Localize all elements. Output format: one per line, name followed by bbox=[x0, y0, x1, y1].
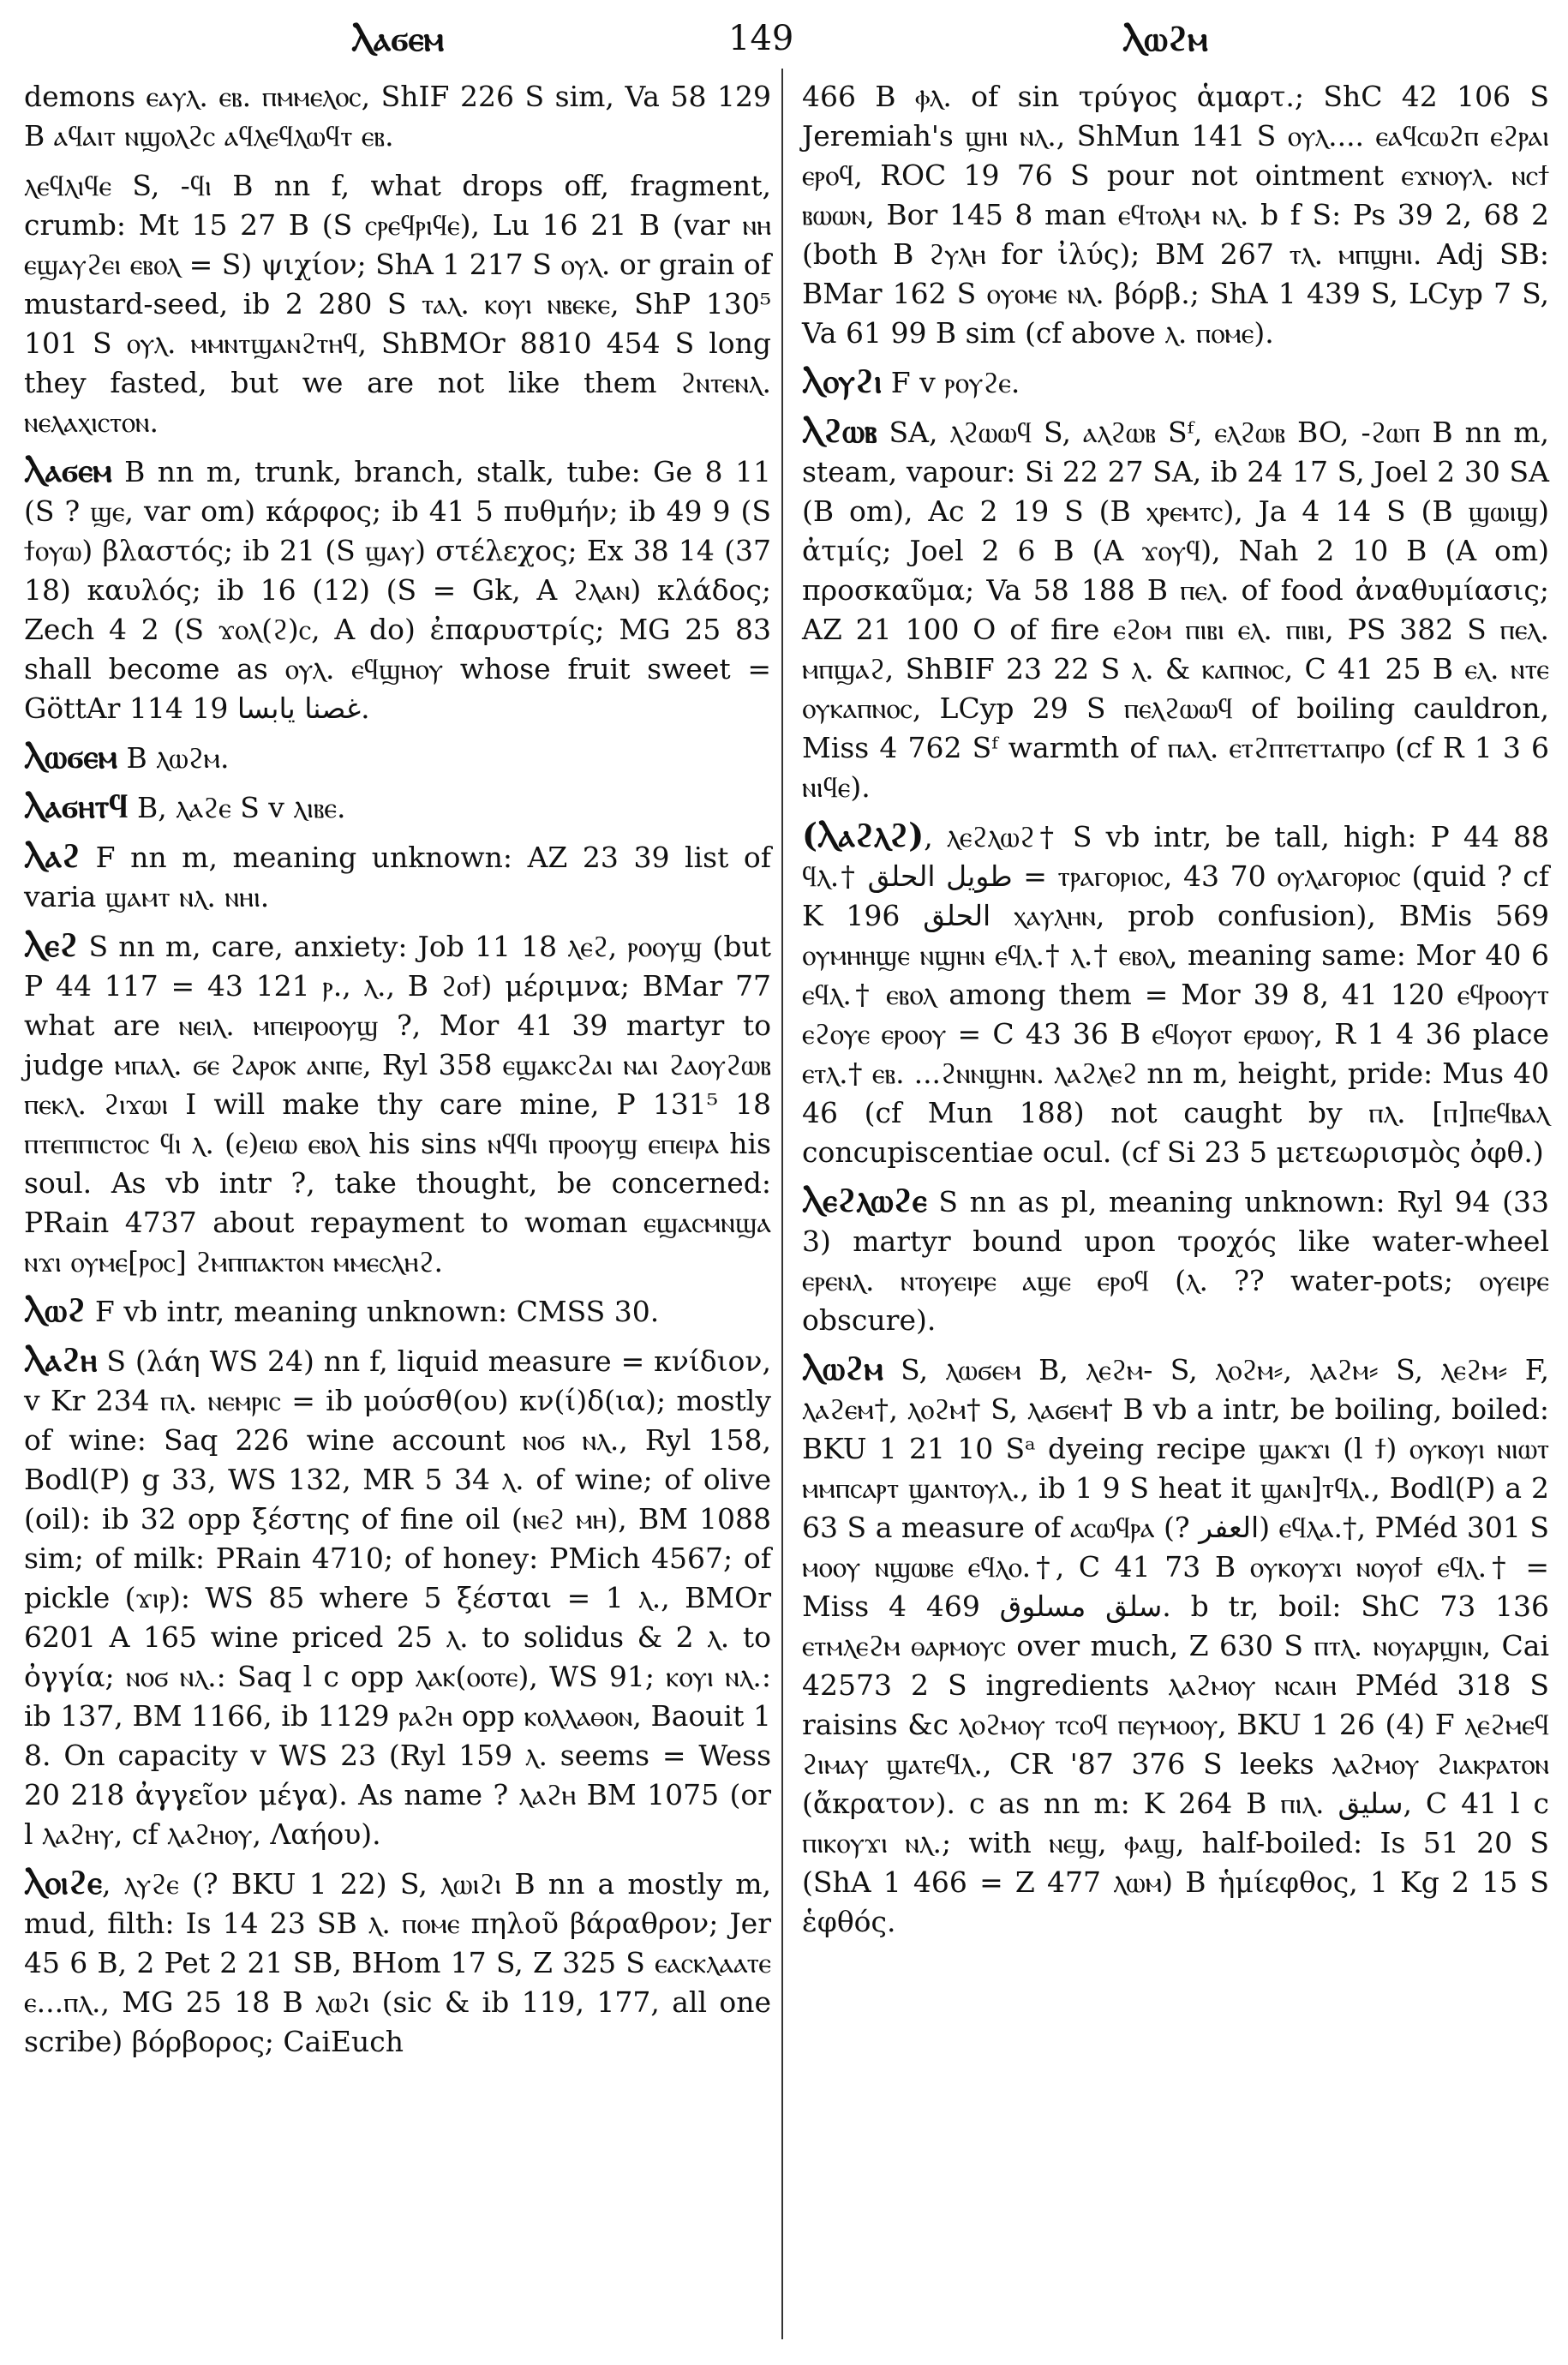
entry-text: F v ⲣⲟⲩϩⲉ. bbox=[890, 366, 1020, 399]
entry-text: B ⲗⲱϩⲙ. bbox=[126, 741, 230, 775]
right-column bbox=[802, 75, 1549, 1950]
entry-text: SA, ⲗϩⲱⲱϥ S, ⲁⲗϩⲱⲃ Sᶠ, ⲉⲗϩⲱⲃ BO, -ϩⲱⲡ B nn m, steam, vapour: Si 22 27 SA, ib 24 17 S, Joel 2 30 SA (B om), Ac 2 19 S (B ⲭⲣⲉⲙⲧⲥ), Ja 4 14 S (B ϣⲱⲓϣ) ἀτμίς; Joel 2 6 B (A ϫⲟⲩϥ), Nah 2 10 B (A om) προσκαῦμα; Va 58 188 B ⲡⲉⲗ. of food ἀναθυμίασις; AZ 21 100 O of fire ⲉϩⲟⲙ ⲡⲓⲃⲓ ⲉⲗ. ⲡⲓⲃⲓ, PS 382 S ⲡⲉⲗ. ⲙⲡϣⲁϩ, ShBIF 23 22 S ⲗ. & ⲕⲁⲡⲛⲟⲥ, C 41 25 B ⲉⲗ. ⲛⲧⲉ ⲟⲩⲕⲁⲡⲛⲟⲥ, LCyp 29 S ⲡⲉⲗϩⲱⲱϥ of boiling cauldron, Miss 4 762 Sᶠ warmth of ⲡⲁⲗ. ⲉⲧϩⲡⲧⲉⲧⲧⲁⲡⲣⲟ (cf R 1 3 6 ⲛⲓϥⲉ). bbox=[802, 416, 1549, 804]
dictionary-entry bbox=[24, 1863, 771, 2062]
entry-text: F vb intr, meaning unknown: CMSS 30. bbox=[94, 1295, 660, 1328]
entry-text: demons ⲉⲁⲩⲗ. ⲉⲃ. ⲡⲙⲙⲉⲗⲟⲥ, ShIF 226 S sim, Va 58 129 B ⲁϥⲁⲓⲧ ⲛϣⲟⲗϩⲥ ⲁϥⲗⲉϥⲗⲱϥⲧ ⲉⲃ. bbox=[24, 80, 771, 153]
dictionary-entry bbox=[24, 75, 771, 156]
running-head-left: Ⲗⲁϭⲉⲙ bbox=[351, 19, 445, 59]
entry-text: ⲗⲉϥⲗⲓϥⲉ S, -ϥⲓ B nn f, what drops off, fragment, crumb: Mt 15 27 B (S ⲥⲣⲉϥⲣⲓϥⲉ), Lu 16 21 B (var ⲛⲏ ⲉϣⲁⲩϩⲉⲓ ⲉⲃⲟⲗ = S) ψιχίον; ShA 1 217 S ⲟⲩⲗ. or grain of mustard-seed, ib 2 280 S ⲧⲁⲗ. ⲕⲟⲩⲓ ⲛⲃⲉⲕⲉ, ShP 130⁵ 101 S ⲟⲩⲗ. ⲙⲙⲛⲧϣⲁⲛϩⲧⲏϥ, ShBMOr 8810 454 S long they fasted, but we are not like them ϩⲛⲧⲉⲛⲗ. ⲛⲉⲗⲁⲭⲓⲥⲧⲟⲛ. bbox=[24, 169, 771, 439]
entry-text: S nn as pl, meaning unknown: Ryl 94 (33 3) martyr bound upon τροχός like water-wheel ⲉⲣⲉⲛⲗ. ⲛⲧⲟⲩⲉⲓⲣⲉ ⲁϣⲉ ⲉⲣⲟϥ (ⲗ. ?? water-pots; ⲟⲩⲉⲓⲣⲉ obscure). bbox=[802, 1185, 1549, 1337]
dictionary-entry bbox=[24, 1340, 771, 1854]
dictionary-entry bbox=[802, 411, 1549, 807]
entry-text: B, ⲗⲁϩⲉ S v ⲗⲓⲃⲉ. bbox=[136, 791, 346, 824]
dictionary-entry bbox=[802, 816, 1549, 1172]
entry-headword: Ⲗⲁϭⲉⲙ bbox=[24, 451, 112, 489]
entry-headword: Ⲗⲱϩ bbox=[24, 1290, 87, 1329]
entry-headword: Ⲗⲉϩⲗⲱϩⲉ bbox=[802, 1181, 927, 1219]
entry-text: S nn m, care, anxiety: Job 11 18 ⲗⲉϩ, ⲣⲟⲟⲩϣ (but P 44 117 = 43 121 ⲣ., ⲗ., B ϩⲟϯ) μέριμνα; BMar 77 what are ⲛⲉⲓⲗ. ⲙⲡⲉⲓⲣⲟⲟⲩϣ ?, Mor 41 39 martyr to judge ⲙⲡⲁⲗ. ϭⲉ ϩⲁⲣⲟⲕ ⲁⲛⲡⲉ, Ryl 358 ⲉϣⲁⲕⲥϩⲁⲓ ⲛⲁⲓ ϩⲁⲟⲩϩⲱⲃ ⲡⲉⲕⲗ. ϩⲓϫⲱⲓ I will make thy care mine, P 131⁵ 18 ⲡⲧⲉⲡⲡⲓⲥⲧⲟⲥ ϥⲓ ⲗ. (ⲉ)ⲉⲓⲱ ⲉⲃⲟⲗ his sins ⲛϥϥⲓ ⲡⲣⲟⲟⲩϣ ⲉⲡⲉⲓⲣⲁ his soul. As vb intr ?, take thought, be concerned: PRain 4737 about repayment to woman ⲉϣⲁⲥⲙⲛϣⲁ ⲛϫⲓ ⲟⲩⲙⲉ[ⲣⲟⲥ] ϩⲙⲡⲡⲁⲕⲧⲟⲛ ⲙⲙⲉⲥⲗⲏϩ. bbox=[24, 930, 771, 1278]
dictionary-entry bbox=[24, 165, 771, 442]
entry-headword: Ⲗⲱϩⲙ bbox=[802, 1349, 883, 1387]
dictionary-entry bbox=[802, 1181, 1549, 1340]
left-column bbox=[24, 75, 771, 2070]
dictionary-entry bbox=[24, 737, 771, 778]
entry-text: , ⲗⲩϩⲉ (? BKU 1 22) S, ⲗⲱⲓϩⲓ B nn a mostly m, mud, filth: Is 14 23 SB ⲗ. ⲡⲟⲙⲉ πηλοῦ βάραθρον; Jer 45 6 B, 2 Pet 2 21 SB, BHom 17 S, Z 325 S ⲉⲁⲥⲕⲗⲁⲁⲧⲉ ⲉ...ⲡⲗ., MG 25 18 B ⲗⲱϩⲓ (sic & ib 119, 177, all one scribe) βόρβορος; CaiEuch bbox=[24, 1867, 771, 2058]
dictionary-entry bbox=[802, 75, 1549, 353]
entry-headword: Ⲗⲉϩ bbox=[24, 925, 79, 964]
entry-text: F nn m, meaning unknown: AZ 23 39 list of varia ϣⲁⲙⲧ ⲛⲗ. ⲛⲏⲓ. bbox=[24, 841, 771, 913]
running-head-right: Ⲗⲱϩⲙ bbox=[1122, 19, 1208, 59]
entry-text: , ⲗⲉϩⲗⲱϩ† S vb intr, be tall, high: P 44 88 ϥⲗ.† طويل الحلق = ⲧⲣⲁⲅⲟⲣⲓⲟⲥ, 43 70 ⲟⲩⲗⲁⲅⲟⲣⲓⲟⲥ (quid ? cf K 196 الحلق ⲭⲁⲩⲗⲏⲛ, prob confusion), BMis 569 ⲟⲩⲙⲏⲏϣⲉ ⲛϣⲏⲛ ⲉϥⲗ.† ⲗ.† ⲉⲃⲟⲗ, meaning same: Mor 40 6 ⲉϥⲗ.† ⲉⲃⲟⲗ among them = Mor 39 8, 41 120 ⲉϥⲣⲟⲟⲩⲧ ⲉϩⲟⲩⲉ ⲉⲣⲟⲟⲩ = C 43 36 B ⲉϥⲟⲩⲟⲧ ⲉⲣⲱⲟⲩ, R 1 4 36 place ⲉⲧⲗ.† ⲉⲃ. ...ϩⲛⲛϣⲏⲛ. ⲗⲁϩⲗⲉϩ nn m, height, pride: Mus 40 46 (cf Mun 188) not caught by ⲡⲗ. [ⲡ]ⲡⲉϥⲃⲁⲗ concupiscentiae ocul. (cf Si 23 5 μετεωρισμὸς ὀφθ.) bbox=[802, 820, 1549, 1169]
dictionary-entry bbox=[24, 787, 771, 828]
entry-headword: Ⲗⲁϩ bbox=[24, 836, 81, 875]
dictionary-entry bbox=[24, 836, 771, 917]
entry-text: S, ⲗⲱϭⲉⲙ B, ⲗⲉϩⲙ- S, ⲗⲟϩⲙ⸗, ⲗⲁϩⲙ⸗ S, ⲗⲉϩⲙ⸗ F, ⲗⲁϩⲉⲙ†, ⲗⲟϩⲙ† S, ⲗⲁϭⲉⲙ† B vb a intr, be boiling, boiled: BKU 1 21 10 Sᵃ dyeing recipe ϣⲁⲕϫⲓ (l ϯ) ⲟⲩⲕⲟⲩⲓ ⲛⲓⲱⲧ ⲙⲙⲡⲥⲁⲣⲧ ϣⲁⲛⲧⲟⲩⲗ., ib 1 9 S heat it ϣⲁⲛ]ⲧϥⲗ., Bodl(P) a 2 63 S a measure of ⲁⲥⲱϥⲣⲁ (? العفر) ⲉϥⲗⲁ.†, PMéd 301 S ⲙⲟⲟⲩ ⲛϣⲱⲃⲉ ⲉϥⲗⲟ.†, C 41 73 B ⲟⲩⲕⲟⲩϫⲓ ⲛⲟⲩⲟϯ ⲉϥⲗ.† = Miss 4 469 سلق مسلوق. b tr, boil: ShC 73 136 ⲉⲧⲙⲗⲉϩⲙ ⲑⲁⲣⲙⲟⲩⲥ over much, Z 630 S ⲡⲧⲗ. ⲛⲟⲩⲁⲣϣⲓⲛ, Cai 42573 2 S ingredients ⲗⲁϩⲙⲟⲩ ⲛⲥⲁⲓⲏ PMéd 318 S raisins &c ⲗⲟϩⲙⲟⲩ ⲧⲥⲟϥ ⲡⲉⲩⲙⲟⲟⲩ, BKU 1 26 (4) F ⲗⲉϩⲙⲉϥ ϩⲓⲙⲁⲩ ϣⲁⲧⲉϥⲗ., CR '87 376 S leeks ⲗⲁϩⲙⲟⲩ ϩⲓⲁⲕⲣⲁⲧⲟⲛ (ἄκρατον). c as nn m: K 264 B ⲡⲓⲗ. سليق, C 41 l c ⲡⲓⲕⲟⲩϫⲓ ⲛⲗ.; with ⲛⲉϣ, ⲫⲁϣ, half-boiled: Is 51 20 S (ShA 1 466 = Z 477 ⲗⲱⲙ) B ἡμίεφθος, 1 Kg 2 15 S ἑφθός. bbox=[802, 1353, 1549, 1938]
entry-headword: Ⲗϩⲱⲃ bbox=[802, 411, 877, 450]
dictionary-entry bbox=[802, 362, 1549, 403]
entry-headword: Ⲗⲱϭⲉⲙ bbox=[24, 737, 117, 775]
column-divider bbox=[781, 69, 783, 2339]
dictionary-entry bbox=[24, 451, 771, 728]
entry-text: S (λάη WS 24) nn f, liquid measure = κνίδιον, v Kr 234 ⲡⲗ. ⲛⲉⲙⲣⲓⲥ = ib μούσθ(ου) κν(ί)δ(ια); mostly of wine: Saq 226 wine account ⲛⲟϭ ⲛⲗ., Ryl 158, Bodl(P) g 33, WS 132, MR 5 34 ⲗ. of wine; of olive (oil): ib 32 opp ξέστης of fine oil (ⲛⲉϩ ⲙⲏ), BM 1088 sim; of milk: PRain 4710; of honey: PMich 4567; of pickle (ϫⲓⲣ): WS 85 where 5 ξέσται = 1 ⲗ., BMOr 6201 A 165 wine priced 25 ⲗ. to solidus & 2 ⲗ. to ὀγγία; ⲛⲟϭ ⲛⲗ.: Saq l c opp ⲗⲁⲕ(ⲟⲟⲧⲉ), WS 91; ⲕⲟⲩⲓ ⲛⲗ.: ib 137, BM 1166, ib 1129 ⲣⲁϩⲏ opp ⲕⲟⲗⲗⲁⲑⲟⲛ, Baouit 1 8. On capacity v WS 23 (Ryl 159 ⲗ. seems = Wess 20 218 ἀγγεῖον μέγα). As name ? ⲗⲁϩⲏ BM 1075 (or l ⲗⲁϩⲏⲩ, cf ⲗⲁϩⲏⲟⲩ, Λαήου). bbox=[24, 1344, 771, 1851]
dictionary-entry bbox=[802, 1349, 1549, 1942]
entry-headword: Ⲗⲁϭⲏⲧϥ bbox=[24, 787, 129, 825]
dictionary-entry bbox=[24, 1290, 771, 1332]
entry-headword: (Ⲗⲁϩⲗϩ) bbox=[802, 816, 925, 854]
entry-headword: Ⲗⲟⲓϩⲉ bbox=[24, 1863, 102, 1901]
dictionary-entry bbox=[24, 925, 771, 1282]
entry-headword: Ⲗⲁϩⲏ bbox=[24, 1340, 98, 1379]
entry-text: B nn m, trunk, branch, stalk, tube: Ge 8 11 (S ? ϣⲉ, var om) κάρφος; ib 41 5 πυθμήν; ib 49 9 (S ϯⲟⲩⲱ) βλαστός; ib 21 (S ϣⲁⲩ) στέλεχος; Ex 38 14 (37 18) καυλός; ib 16 (12) (S = Gk, A ϩⲗⲁⲛ) κλάδος; Zech 4 2 (S ϫⲟⲗ(ϩ)ⲥ, A do) ἐπαρυστρίς; MG 25 83 shall become as ⲟⲩⲗ. ⲉϥϣⲏⲟⲩ whose fruit sweet = GöttAr 114 19 غصنا يابسا. bbox=[24, 455, 771, 725]
entry-text: 466 B ⲫⲗ. of sin τρύγος ἁμαρτ.; ShC 42 106 S Jeremiah's ϣⲏⲓ ⲛⲗ., ShMun 141 S ⲟⲩⲗ.... ⲉⲁϥⲥⲱϩⲡ ⲉϩⲣⲁⲓ ⲉⲣⲟϥ, ROC 19 76 S pour not ointment ⲉϫⲛⲟⲩⲗ. ⲛⲥϯ ⲃⲱⲱⲛ, Bor 145 8 man ⲉϥⲧⲟⲗⲙ ⲛⲗ. b f S: Ps 39 2, 68 2 (both B ϩⲩⲗⲏ for ἰλύς); BM 267 ⲧⲗ. ⲙⲡϣⲏⲓ. Adj SB: BMar 162 S ⲟⲩⲟⲙⲉ ⲛⲗ. βόρβ.; ShA 1 439 S, LCyp 7 S, Va 61 99 B sim (cf above ⲗ. ⲡⲟⲙⲉ). bbox=[802, 80, 1549, 350]
entry-headword: Ⲗⲟⲩϩⲓ bbox=[802, 362, 883, 400]
page-number: 149 bbox=[728, 19, 794, 58]
